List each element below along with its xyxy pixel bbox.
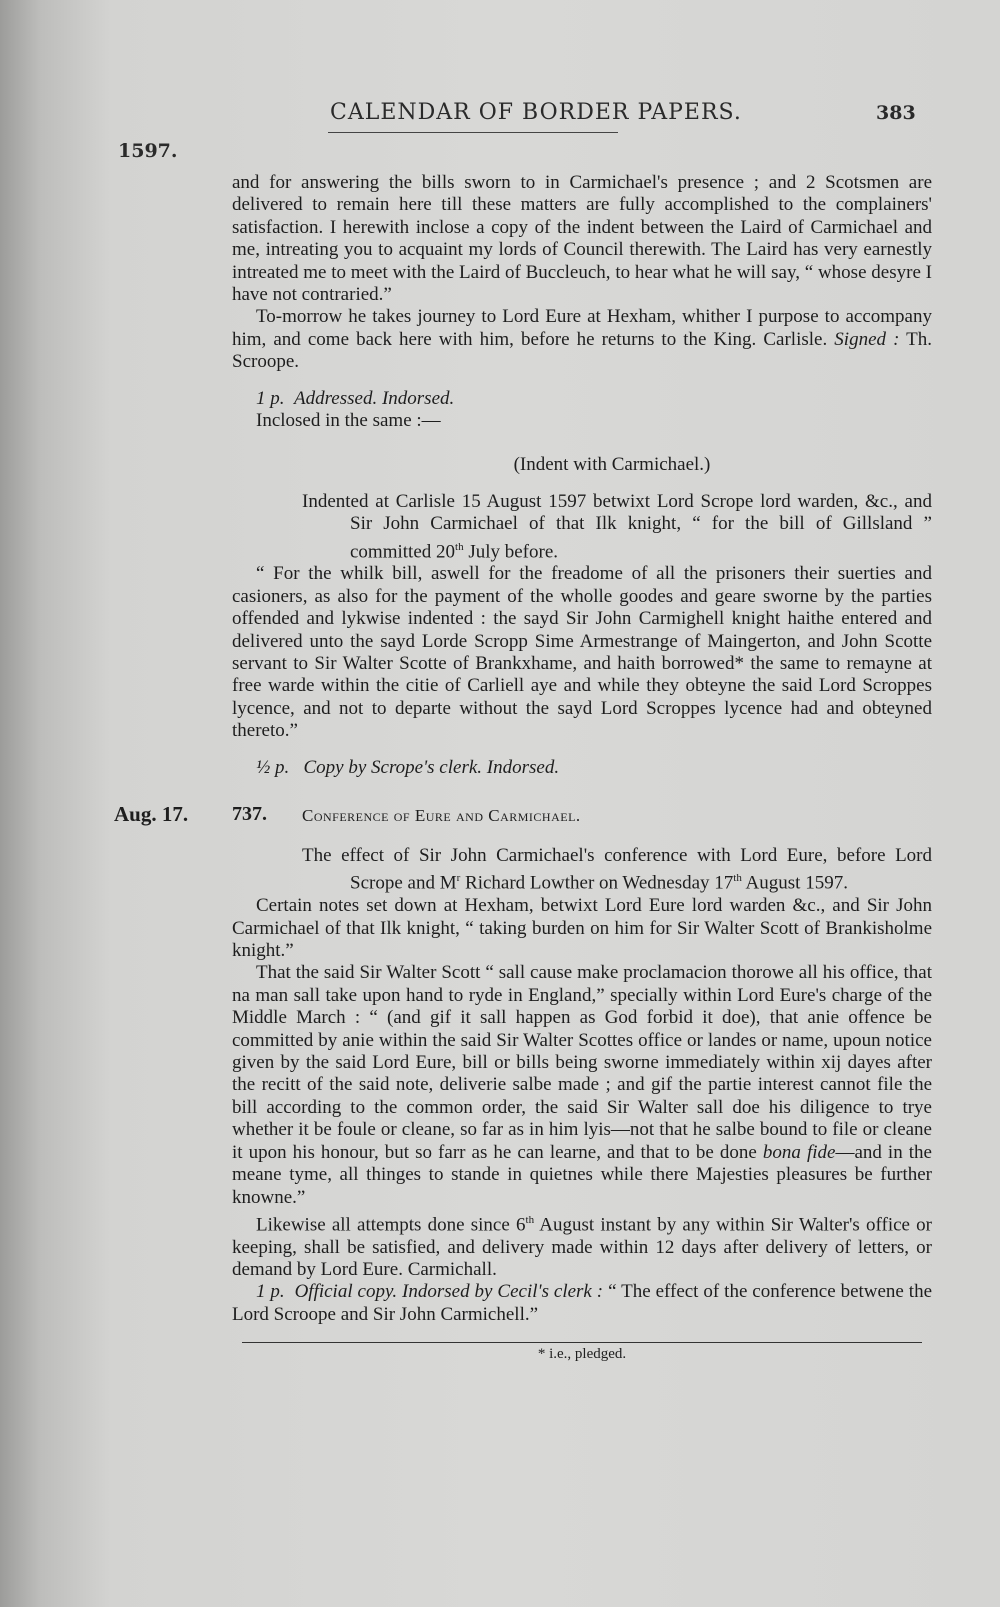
running-title: CALENDAR OF BORDER PAPERS. <box>330 100 742 125</box>
page-number: 383 <box>876 102 916 124</box>
entry-summary <box>232 845 932 895</box>
indent-endorsement-text: Copy by Scrope's clerk. Indorsed. <box>303 756 560 778</box>
entry-summary-sup-2: th <box>733 872 742 885</box>
entry-paragraph-2 <box>232 962 932 1208</box>
entry-summary-sup-1: r <box>456 872 461 885</box>
entry-paragraph-3-sup: th <box>525 1213 535 1226</box>
indent-summary-b: July before. <box>463 541 559 563</box>
main-text <box>114 172 933 1366</box>
footnote: * i.e., pledged. <box>537 1346 627 1363</box>
entry-paragraph-1: Certain notes set down at Hexham, betwixt Lord Eure lord warden &c., and Sir John Carmichael of that Ilk knight, “ taking burden on him for Sir Walter Scott of Brankisholme knight.” <box>232 895 932 962</box>
entry-paragraph-3-b: August instant by any within Sir Walter's office or keeping, shall be satisfied, and delivery made within 12 days after delivery of letters, or demand by Lord Eure. Carmichall. <box>232 1214 933 1281</box>
entry-title: Conference of Eure and Carmichael. <box>302 806 581 826</box>
entry-date: Aug. 17. <box>114 802 189 827</box>
margin-year: 1597. <box>118 140 178 162</box>
letter-paragraph-2 <box>232 306 932 373</box>
entry-heading <box>114 802 932 831</box>
entry-paragraph-2-a: That the said Sir Walter Scott “ sall cause make proclamacion thorowe all his office, that na man sall take upon hand to ryde in England,” specially within Lord Eure's charge of the Middle March : “ (and gif it sall happen as God forbid it doe), that anie offence be committed by anie within the said Sir Walter Scottes office or landes or name, upoun notice given by the said Lord Eure, bill or bills being sworne immediately within xij dayes after the recitt of the said note, deliverie salbe made ; and gif the partie interest cannot file the bill according to the common order, the said Sir Walter sall doe his diligence to trye whether it be foule or cleane, so far as in him lyis—not that he salbe bound to file or cleane it upon his honour, but so farr as he can learne, and that to be done <box>232 962 932 1163</box>
indent-summary <box>232 491 932 564</box>
indent-endorsement-size: ½ p. <box>256 756 290 778</box>
entry-endorsement-text: “ The effect of the conference betwene the Lord Scroope and Sir John Carmichell.” <box>232 1281 933 1325</box>
entry-paragraph-3 <box>232 1209 932 1282</box>
header-rule <box>328 132 618 133</box>
entry-endorsement-size: 1 p. <box>256 1281 285 1303</box>
entry-summary-c: August 1597. <box>741 872 848 894</box>
letter-endorsement <box>232 388 932 410</box>
entry-number: 737. <box>232 803 267 826</box>
indent-quote: “ For the whilk bill, aswell for the freadome of all the prisoners their suerties and casioners, as also for the payment of the wholle goodes and geare sworne by the parties offended and lykwise indented : the sayd Sir John Carmighell knight haithe entered and delivered unto the sayd Lorde Scropp Sime Armestrange of Maingerton, and John Scotte servant to Sir Walter Scotte of Brankxhame, and haith borrowed* the same to remayne at free warde within the citie of Carliell aye and while they obteyne the said Lord Scroppes lycence, and not to departe without the sayd Lord Scroppes lycence had and obteyned thereto.” <box>232 563 932 742</box>
entry-paragraph-2-italic: bona fide <box>762 1141 836 1163</box>
signed-label: Signed : <box>834 328 900 350</box>
signed-name: Th. Scroope. <box>232 328 932 373</box>
letter-paragraph-2-text: To-morrow he takes journey to Lord Eure at Hexham, whither I purpose to accompany him, and come back here with him, before he returns to the King. Carlisle. <box>232 306 932 350</box>
indent-endorsement <box>232 757 932 779</box>
letter-endorsement-size: 1 p. <box>256 387 285 409</box>
entry-paragraph-3-a: Likewise all attempts done since 6 <box>256 1214 526 1236</box>
entry-paragraph-2-b: —and in the meane tyme, all thinges to stande in quietnes while there Majesties pleasures be further knowne.” <box>232 1141 932 1208</box>
entry-summary-b: Richard Lowther on Wednesday 17 <box>460 872 734 894</box>
entry-endorsement-italic: Official copy. Indorsed by Cecil's clerk : <box>294 1281 604 1303</box>
indent-summary-a: Indented at Carlisle 15 August 1597 betwixt Lord Scrope lord warden, &c., and Sir John Carmichael of that Ilk knight, “ for the bill of Gillsland ” committed 20 <box>302 490 932 563</box>
entry-endorsement <box>232 1281 932 1326</box>
letter-endorsement-text: Addressed. Indorsed. <box>294 387 455 409</box>
inclosed-line: Inclosed in the same :— <box>256 410 441 432</box>
page-header <box>0 92 1000 132</box>
indent-summary-sup: th <box>455 540 464 553</box>
indent-title: (Indent with Carmichael.) <box>513 454 711 476</box>
letter-paragraph-1: and for answering the bills sworn to in Carmichael's presence ; and 2 Scotsmen are delivered to remain here till these matters are fully accomplished to the complainers' satisfaction. I herewith inclose a copy of the indent between the Laird of Carmichael and me, intreating you to acquaint my lords of Council therewith. The Laird has very earnestly intreated me to meet with the Laird of Buccleuch, to hear what he will say, “ whose desyre I have not contraried.” <box>232 172 932 306</box>
entry-summary-a: The effect of Sir John Carmichael's conference with Lord Eure, before Lord Scrope and M <box>302 845 932 894</box>
